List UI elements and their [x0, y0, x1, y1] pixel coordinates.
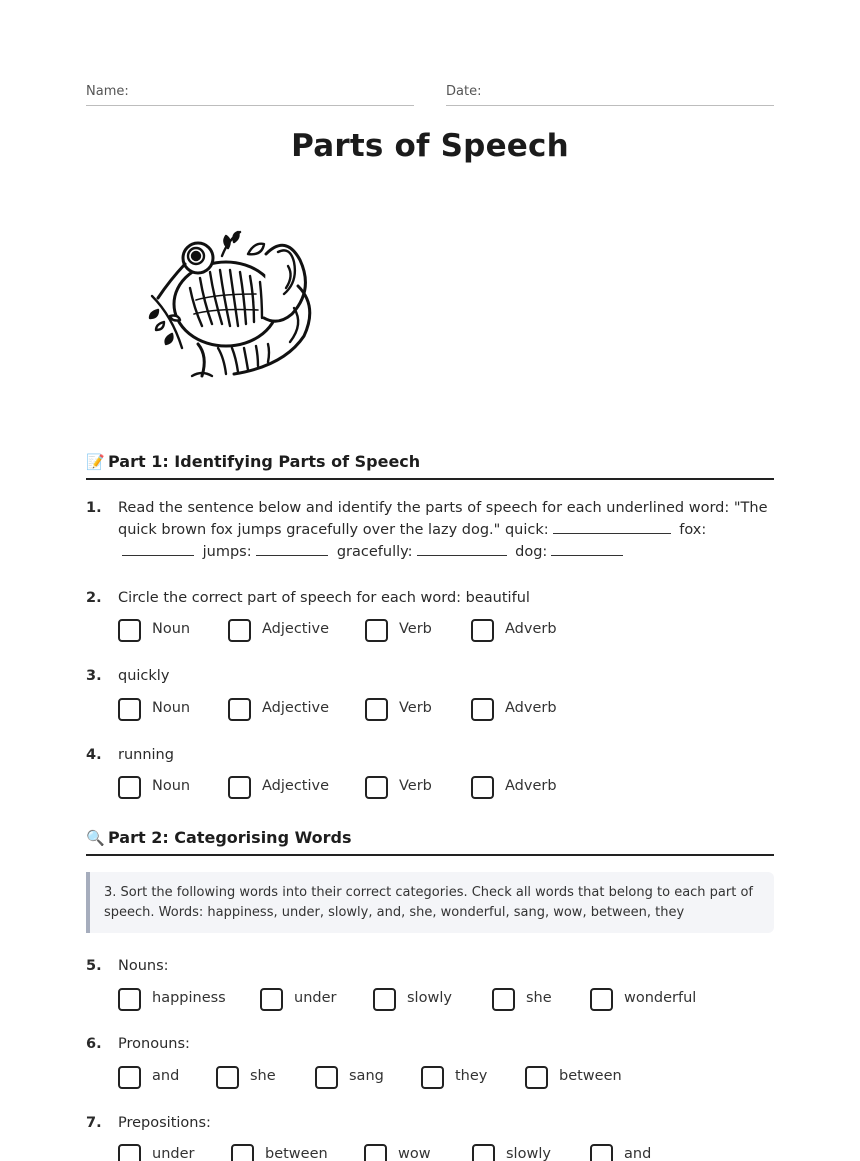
label-dog: dog:: [515, 544, 548, 560]
option-label: under: [152, 1146, 195, 1161]
option-label: Verb: [399, 621, 432, 637]
checkbox[interactable]: [590, 1144, 613, 1161]
option-label: Adverb: [505, 700, 557, 716]
part2-heading-text: Part 2: Categorising Words: [108, 828, 352, 847]
blank-fox[interactable]: [122, 541, 194, 556]
checkbox[interactable]: [492, 988, 515, 1011]
option-label: Verb: [399, 778, 432, 794]
name-label: Name:: [86, 84, 129, 99]
checkbox[interactable]: [471, 698, 494, 721]
question-text: Pronouns:: [118, 1036, 190, 1052]
checkbox[interactable]: [365, 698, 388, 721]
blank-quick[interactable]: [553, 519, 671, 534]
page-title: Parts of Speech: [291, 128, 569, 164]
option-label: Noun: [152, 700, 191, 716]
option-label: Adjective: [262, 621, 330, 637]
checkbox[interactable]: [118, 1066, 141, 1089]
label-gracefully: gracefully:: [336, 544, 413, 560]
checkbox[interactable]: [260, 988, 283, 1011]
checkbox[interactable]: [118, 1144, 141, 1161]
checkbox[interactable]: [373, 988, 396, 1011]
date-field[interactable]: [446, 84, 774, 106]
label-jumps: jumps:: [202, 544, 252, 560]
question-number: 2.: [86, 590, 102, 606]
option-label: Adjective: [262, 778, 330, 794]
option-label: Adjective: [262, 700, 330, 716]
option-label: wow: [398, 1146, 431, 1161]
blank-gracefully[interactable]: [417, 541, 507, 556]
checkbox[interactable]: [228, 698, 251, 721]
checkbox[interactable]: [471, 619, 494, 642]
checkbox[interactable]: [118, 619, 141, 642]
option-label: Adverb: [505, 621, 557, 637]
checkbox[interactable]: [590, 988, 613, 1011]
question-text: [118, 497, 774, 563]
question-number: 7.: [86, 1115, 102, 1131]
checkbox[interactable]: [216, 1066, 239, 1089]
label-fox: fox:: [679, 522, 707, 538]
question-number: 4.: [86, 747, 102, 763]
option-label: under: [294, 990, 337, 1006]
question-number: 6.: [86, 1036, 102, 1052]
instructions-callout: 3. Sort the following words into their correct categories. Check all words that belong to each part of speech. Words: happiness, under, slowly, and, she, wonderful, sang, wow, between, they: [86, 872, 774, 933]
checkbox[interactable]: [228, 776, 251, 799]
checkbox[interactable]: [472, 1144, 495, 1161]
question-1-prompt: Read the sentence below and identify the parts of speech for each underlined word: "The quick brown fox jumps gracefully over the lazy dog.": [118, 500, 768, 538]
option-label: slowly: [407, 990, 452, 1006]
question-text: Nouns:: [118, 958, 169, 974]
question-text: running: [118, 747, 174, 763]
checkbox[interactable]: [231, 1144, 254, 1161]
date-label: Date:: [446, 84, 482, 99]
question-number: 5.: [86, 958, 102, 974]
option-label: Noun: [152, 778, 191, 794]
label-quick: quick:: [504, 522, 549, 538]
checkbox[interactable]: [315, 1066, 338, 1089]
checkbox[interactable]: [118, 988, 141, 1011]
option-label: and: [152, 1068, 180, 1084]
question-number: 3.: [86, 668, 102, 684]
header-fields: [86, 84, 774, 106]
checkbox[interactable]: [228, 619, 251, 642]
part1-heading-text: Part 1: Identifying Parts of Speech: [108, 452, 421, 471]
checkbox[interactable]: [364, 1144, 387, 1161]
part1-heading: [86, 452, 774, 480]
option-label: happiness: [152, 990, 226, 1006]
name-field[interactable]: [86, 84, 414, 106]
option-label: Adverb: [505, 778, 557, 794]
blank-dog[interactable]: [551, 541, 623, 556]
option-label: Noun: [152, 621, 191, 637]
option-label: she: [250, 1068, 276, 1084]
option-label: she: [526, 990, 552, 1006]
option-label: slowly: [506, 1146, 551, 1161]
checkbox[interactable]: [365, 619, 388, 642]
option-label: sang: [349, 1068, 384, 1084]
memo-icon: 📝: [86, 453, 105, 471]
checkbox[interactable]: [365, 776, 388, 799]
option-label: between: [559, 1068, 622, 1084]
question-text: quickly: [118, 668, 170, 684]
option-label: Verb: [399, 700, 432, 716]
option-label: and: [624, 1146, 652, 1161]
question-text: Prepositions:: [118, 1115, 211, 1131]
kiwi-bird-illustration: [148, 226, 328, 386]
checkbox[interactable]: [118, 776, 141, 799]
magnifier-icon: 🔍: [86, 829, 105, 847]
option-label: between: [265, 1146, 328, 1161]
question-text: Circle the correct part of speech for each word: beautiful: [118, 590, 530, 606]
checkbox[interactable]: [421, 1066, 444, 1089]
checkbox[interactable]: [525, 1066, 548, 1089]
checkbox[interactable]: [118, 698, 141, 721]
question-number: 1.: [86, 500, 102, 516]
part2-heading: [86, 828, 774, 856]
option-label: they: [455, 1068, 488, 1084]
checkbox[interactable]: [471, 776, 494, 799]
option-label: wonderful: [624, 990, 697, 1006]
blank-jumps[interactable]: [256, 541, 328, 556]
